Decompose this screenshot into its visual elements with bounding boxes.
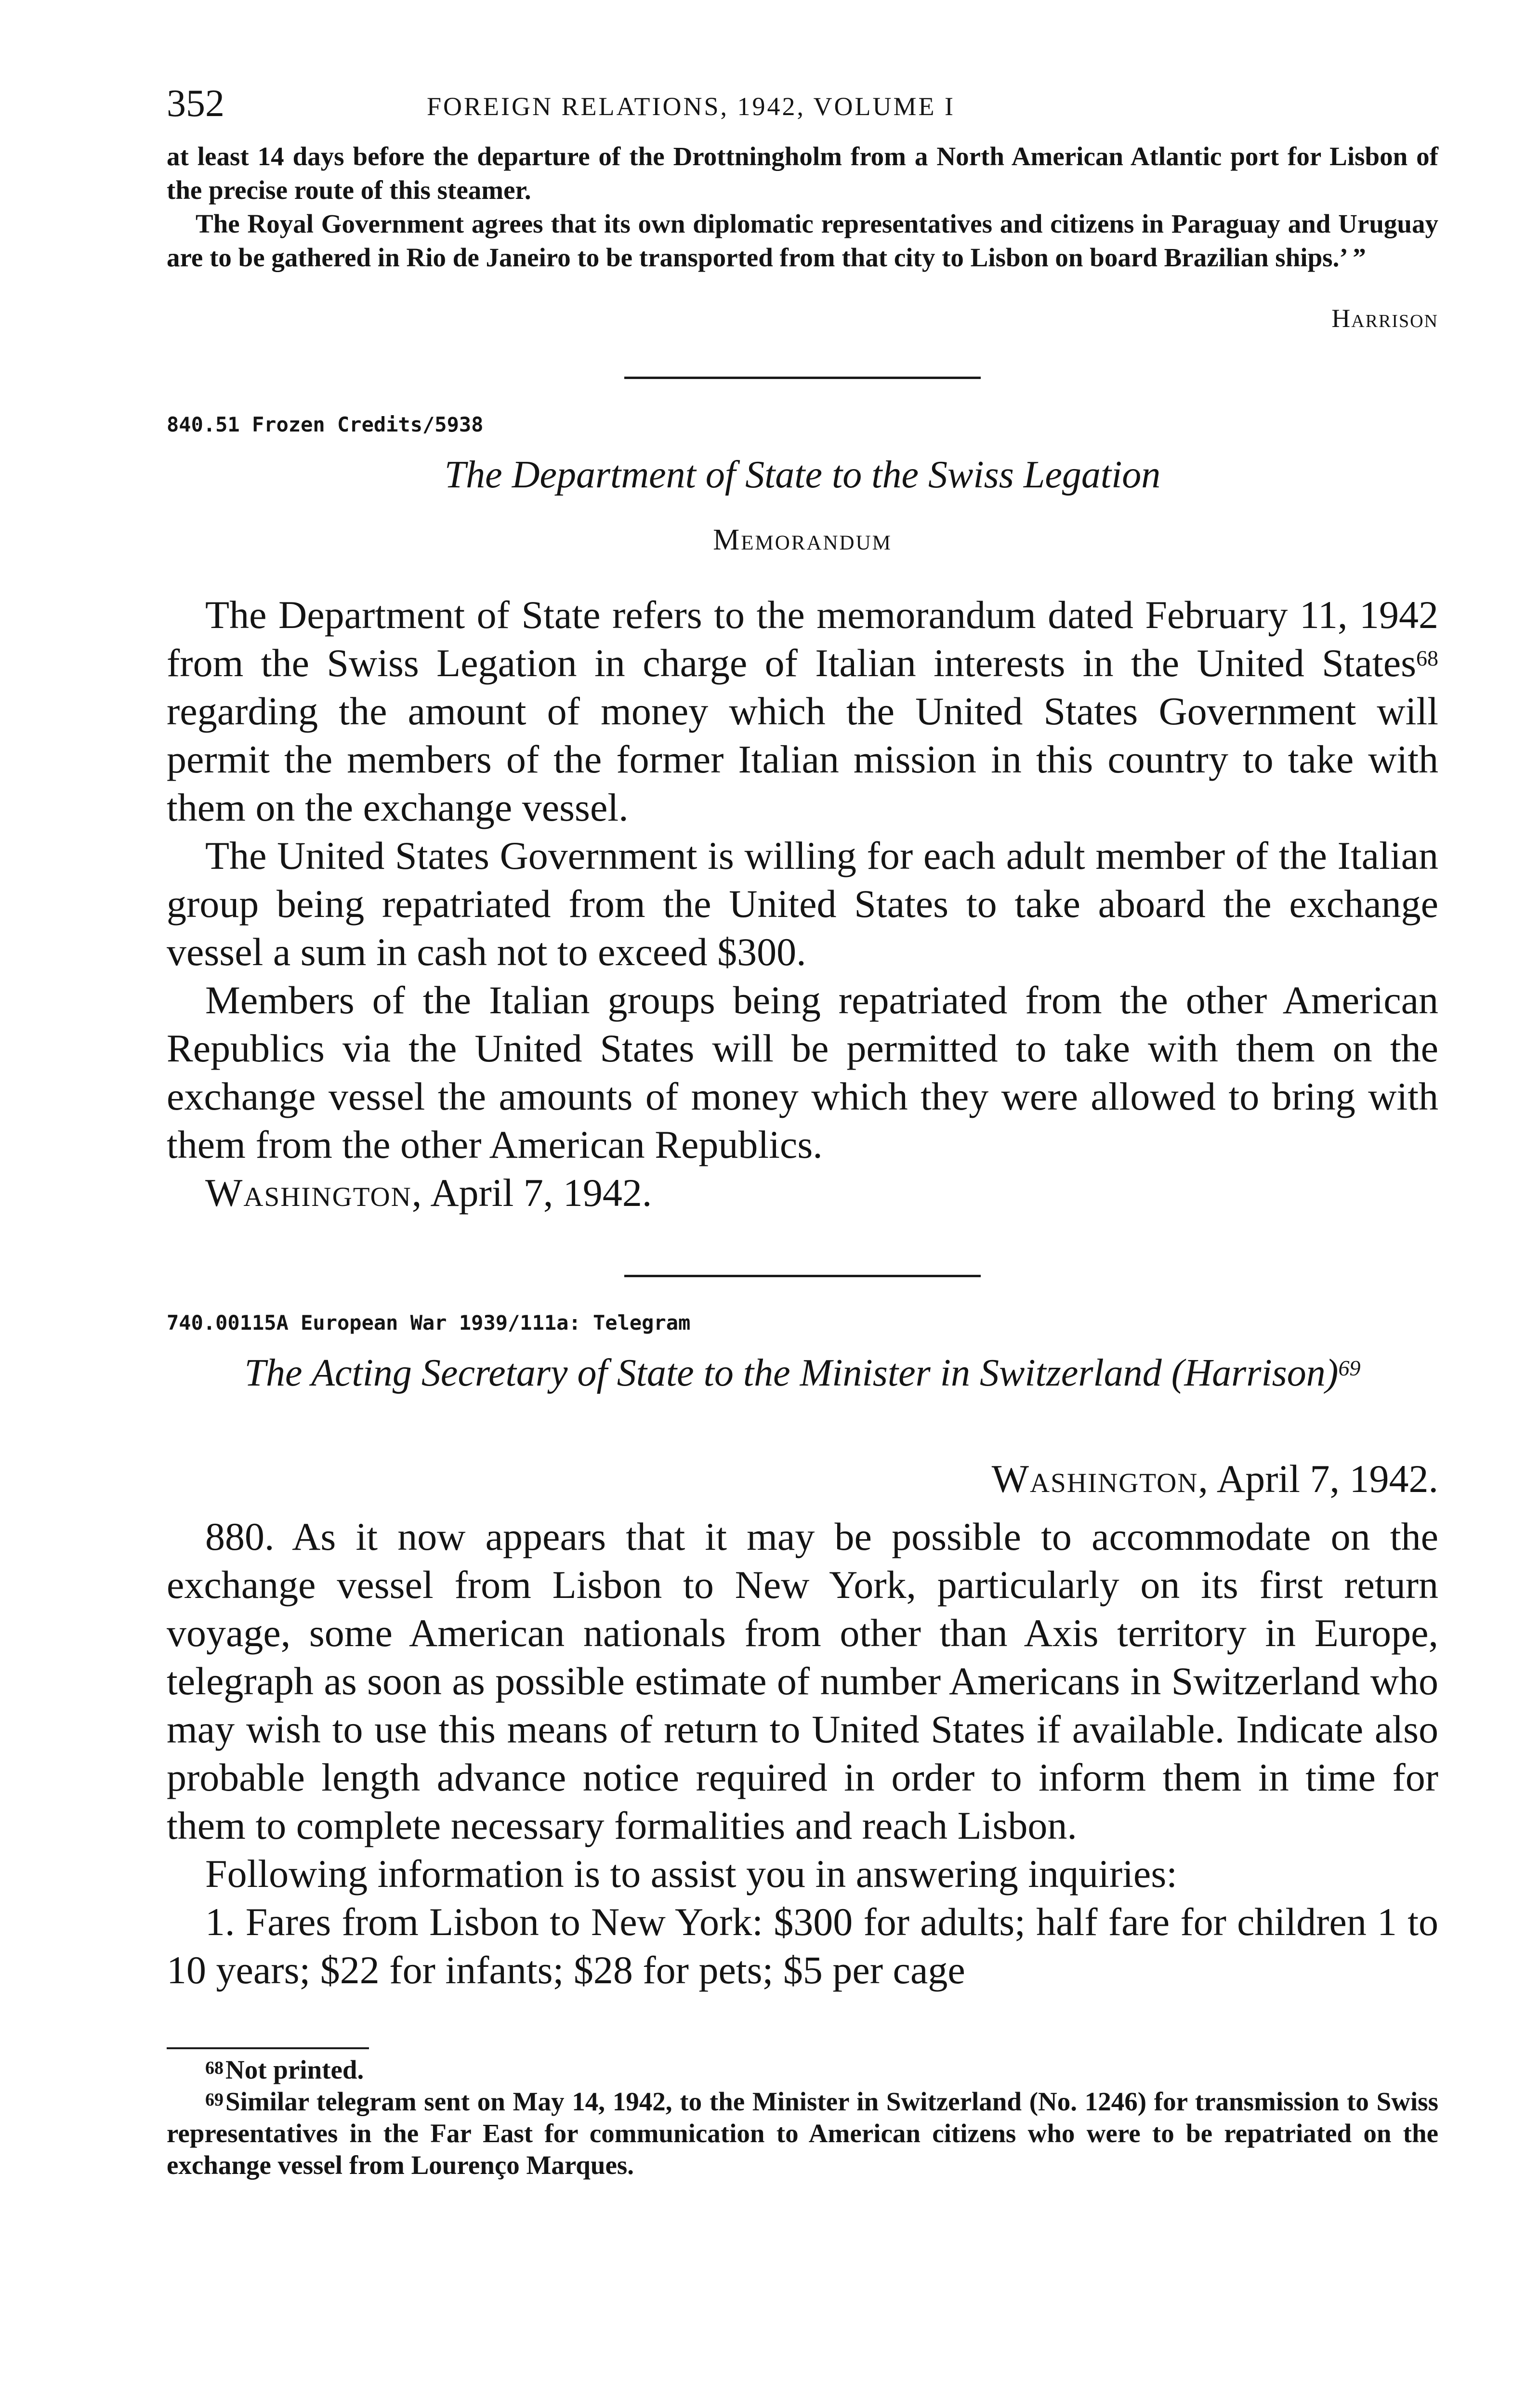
section-divider	[624, 377, 981, 379]
telegram-paragraph-3: 1. Fares from Lisbon to New York: $300 for adults; half fare for children 1 to 10 years; $22 for infants; $28 for pets; $5 per cage	[167, 1900, 1438, 1992]
telegram-file-reference: 740.00115A European War 1939/111a: Telegram	[167, 1311, 691, 1335]
memorandum-paragraph-1	[167, 591, 1438, 832]
footnote-divider	[167, 2047, 369, 2049]
telegram-dateline-place: Washington,	[991, 1457, 1209, 1501]
page-number: 352	[167, 82, 224, 125]
footnote-ref-69: 69	[1338, 1356, 1361, 1380]
footnote-69-mark: 69	[205, 2090, 224, 2110]
dateline-date: April 7, 1942.	[422, 1171, 652, 1215]
memorandum-dateline	[167, 1169, 1438, 1217]
telegram-dateline-date: April 7, 1942.	[1209, 1457, 1438, 1501]
footnote-ref-68: 68	[1416, 646, 1438, 670]
telegram-title-text: The Acting Secretary of State to the Minister in Switzerland (Harrison)	[244, 1352, 1339, 1394]
dateline-place: Washington,	[205, 1171, 423, 1215]
section-divider-2	[624, 1275, 981, 1277]
footnote-69-text: Similar telegram sent on May 14, 1942, to the Minister in Switzerland (No. 1246) for transmission to Swiss representatives in the Far East for communication to American citizens who were to be repatriated on the exchange vessel from Lourenço Marques.	[167, 2087, 1438, 2180]
page-header	[167, 72, 1438, 140]
document-subtitle: Memorandum	[713, 523, 892, 556]
telegram-paragraph-2: Following information is to assist you in answering inquiries:	[205, 1852, 1178, 1896]
memorandum-paragraph-1-text: The Department of State refers to the memorandum dated February 11, 1942 from the Swiss Legation in charge of Italian interests in the United States	[167, 593, 1438, 685]
footnote-68-text: Not printed.	[225, 2055, 364, 2084]
footnote-68	[167, 2054, 1438, 2086]
memorandum-paragraph-2: The United States Government is willing for each adult member of the Italian group being repatriated from the United States to take aboard the exchange vessel a sum in cash not to exceed $300.	[167, 834, 1438, 974]
continued-paragraph-2: The Royal Government agrees that its own diplomatic representatives and citizens in Paraguay and Uruguay are to be gathered in Rio de Janeiro to be transported from that city to Lisbon on board Brazilian ships.’ ”	[167, 209, 1438, 272]
continued-paragraph: at least 14 days before the departure of the Drottningholm from a North American Atlantic port for Lisbon of the precise route of this steamer.	[167, 142, 1438, 205]
document-title: The Department of State to the Swiss Legation	[444, 454, 1161, 496]
file-reference: 840.51 Frozen Credits/5938	[167, 413, 484, 436]
footnote-68-mark: 68	[205, 2058, 224, 2078]
telegram-dateline	[167, 1455, 1438, 1503]
footnote-69	[167, 2086, 1438, 2181]
memorandum-paragraph-3: Members of the Italian groups being repatriated from the other American Republics via the United States will be permitted to take with them on the exchange vessel the amounts of money which they were allowed to bring with them from the other American Republics.	[167, 978, 1438, 1166]
telegram-paragraph-1: 880. As it now appears that it may be possible to accommodate on the exchange vessel from Lisbon to New York, particularly on its first return voyage, some American nationals from other than Axis territory in Europe, telegraph as soon as possible estimate of number Americans in Switzerland who may wish to use this means of return to United States if available. Indicate also probable length advance notice required in order to inform them in time for them to complete necessary formalities and reach Lisbon.	[167, 1515, 1438, 1847]
running-head: FOREIGN RELATIONS, 1942, VOLUME I	[427, 92, 955, 121]
document-page	[167, 72, 1438, 2181]
signature: Harrison	[1331, 304, 1438, 333]
memorandum-paragraph-1-cont: regarding the amount of money which the United States Government will permit the members of the former Italian mission in this country to take with them on the exchange vessel.	[167, 689, 1438, 829]
telegram-title	[167, 1349, 1438, 1397]
